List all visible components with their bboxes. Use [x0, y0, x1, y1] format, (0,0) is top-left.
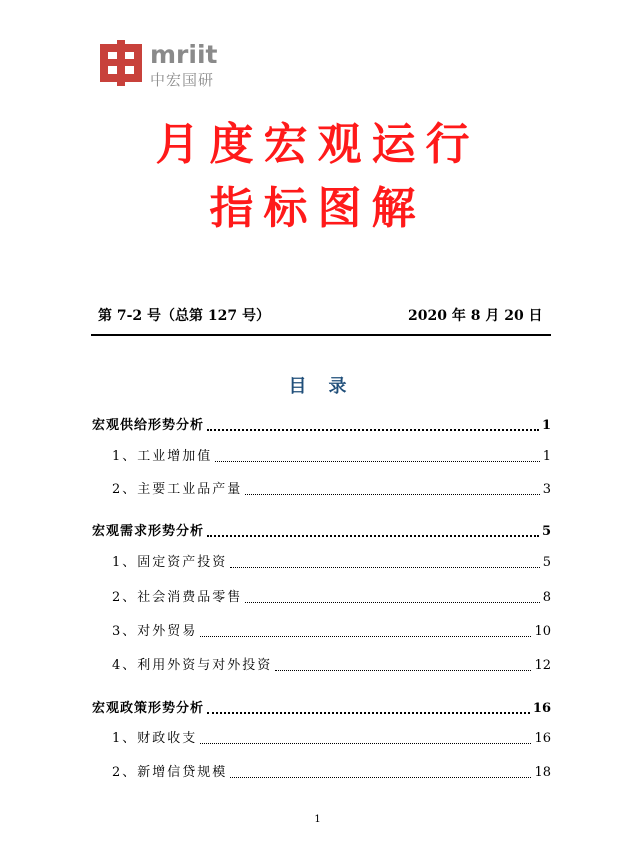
toc-item-retail-sales[interactable]	[112, 588, 551, 608]
header-divider	[91, 334, 551, 336]
toc-leader-dots	[245, 601, 539, 603]
toc-page-number: 10	[534, 624, 551, 639]
toc-section-title: 宏观需求形势分析	[92, 524, 205, 539]
toc-item-label: 3、对外贸易	[112, 624, 198, 639]
toc-leader-dots	[207, 534, 539, 537]
toc-item-label: 2、主要工业品产量	[112, 482, 243, 497]
toc-item-industrial-value-added[interactable]	[112, 447, 551, 467]
toc-page-number: 16	[534, 731, 551, 746]
toc-item-label: 1、固定资产投资	[112, 555, 228, 570]
toc-page-number: 5	[541, 524, 551, 539]
toc-leader-dots	[200, 742, 531, 744]
toc-leader-dots	[200, 635, 531, 637]
toc-page-number: 1	[541, 418, 551, 433]
toc-leader-dots	[207, 428, 539, 431]
toc-section-demand[interactable]	[92, 522, 551, 542]
toc-page-number: 3	[542, 482, 551, 497]
toc-section-policy[interactable]	[92, 699, 551, 719]
issue-date: 2020 年 8 月 20 日	[408, 308, 543, 324]
toc-item-label: 2、社会消费品零售	[112, 590, 243, 605]
toc-leader-dots	[207, 711, 530, 714]
toc-page-number: 8	[542, 590, 551, 605]
mriit-logo	[100, 40, 225, 92]
logo-text-cn: 中宏国研	[150, 71, 215, 89]
toc-item-fiscal-revenue-expenditure[interactable]	[112, 729, 551, 749]
toc-section-supply[interactable]	[92, 416, 551, 436]
toc-item-industrial-output[interactable]	[112, 480, 551, 500]
toc-item-fixed-asset-investment[interactable]	[112, 553, 551, 573]
toc-item-label: 1、财政收支	[112, 731, 198, 746]
mriit-logo-mark-icon	[100, 40, 142, 86]
toc-page-number: 5	[542, 555, 551, 570]
toc-leader-dots	[275, 669, 531, 671]
page-number: 1	[314, 814, 321, 825]
report-title-line2: 指标图解	[209, 183, 426, 234]
logo-text-en: mriit	[150, 40, 218, 69]
toc-item-foreign-investment[interactable]	[112, 656, 551, 676]
toc-item-label: 1、工业增加值	[112, 449, 213, 464]
issue-number: 第 7-2 号（总第 127 号）	[98, 308, 271, 324]
report-title-line1: 月度宏观运行	[155, 119, 480, 170]
toc-page-number: 1	[542, 449, 551, 464]
toc-page-number: 18	[534, 765, 551, 780]
toc-page-number: 16	[532, 701, 551, 716]
toc-section-title: 宏观政策形势分析	[92, 701, 205, 716]
toc-leader-dots	[245, 493, 539, 495]
toc-item-label: 2、新增信贷规模	[112, 765, 228, 780]
toc-leader-dots	[230, 566, 539, 568]
toc-item-foreign-trade[interactable]	[112, 622, 551, 642]
toc-heading: 目录	[288, 376, 369, 397]
toc-item-label: 4、利用外资与对外投资	[112, 658, 273, 673]
toc-leader-dots	[230, 776, 531, 778]
toc-leader-dots	[215, 460, 539, 462]
toc-page-number: 12	[534, 658, 551, 673]
toc-item-new-credit[interactable]	[112, 763, 551, 783]
toc-section-title: 宏观供给形势分析	[92, 418, 205, 433]
